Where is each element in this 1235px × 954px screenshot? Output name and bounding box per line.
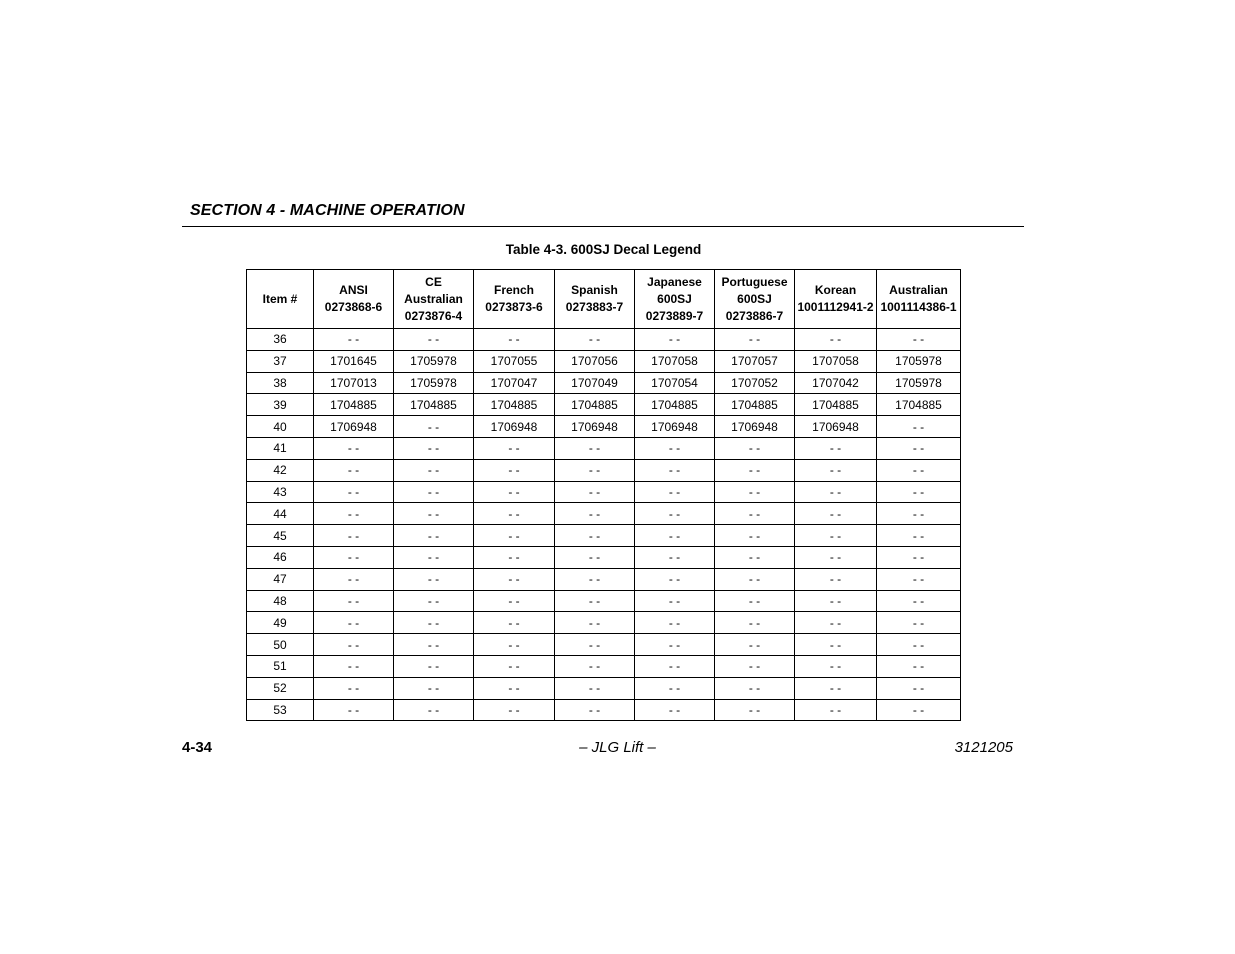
- decal-part-cell: - -: [795, 329, 877, 351]
- item-number-cell: 43: [247, 481, 314, 503]
- table-row: [247, 699, 961, 721]
- decal-part-cell: - -: [555, 503, 635, 525]
- table-row: [247, 677, 961, 699]
- column-header-line: Australian: [889, 283, 948, 297]
- decal-part-cell: 1707042: [795, 372, 877, 394]
- decal-part-cell: - -: [715, 459, 795, 481]
- column-header: [795, 270, 877, 329]
- item-number-cell: 44: [247, 503, 314, 525]
- column-header: [715, 270, 795, 329]
- decal-part-cell: - -: [877, 329, 961, 351]
- column-header: [247, 270, 314, 329]
- decal-part-cell: 1705978: [877, 372, 961, 394]
- item-number-cell: 51: [247, 655, 314, 677]
- decal-part-cell: - -: [314, 655, 394, 677]
- decal-part-cell: - -: [474, 546, 555, 568]
- decal-part-cell: - -: [715, 634, 795, 656]
- decal-part-cell: 1705978: [877, 350, 961, 372]
- table-row: [247, 394, 961, 416]
- decal-part-cell: - -: [474, 481, 555, 503]
- decal-part-cell: - -: [635, 568, 715, 590]
- item-number-cell: 53: [247, 699, 314, 721]
- column-header: [474, 270, 555, 329]
- column-header-line: 0273883-7: [565, 300, 624, 314]
- decal-part-cell: - -: [635, 459, 715, 481]
- item-number-cell: 41: [247, 437, 314, 459]
- table-row: [247, 481, 961, 503]
- decal-part-cell: - -: [795, 568, 877, 590]
- table-row: [247, 329, 961, 351]
- decal-part-cell: - -: [314, 634, 394, 656]
- decal-part-cell: - -: [474, 655, 555, 677]
- column-header: [314, 270, 394, 329]
- decal-part-cell: - -: [394, 503, 474, 525]
- item-number-cell: 52: [247, 677, 314, 699]
- decal-part-cell: - -: [635, 329, 715, 351]
- column-header-line: 0273873-6: [485, 300, 543, 314]
- decal-part-cell: - -: [877, 590, 961, 612]
- decal-part-cell: 1707047: [474, 372, 555, 394]
- decal-part-cell: - -: [635, 503, 715, 525]
- decal-part-cell: - -: [877, 699, 961, 721]
- decal-part-cell: - -: [474, 699, 555, 721]
- decal-part-cell: - -: [635, 634, 715, 656]
- item-number-cell: 47: [247, 568, 314, 590]
- decal-part-cell: - -: [877, 612, 961, 634]
- decal-part-cell: - -: [394, 437, 474, 459]
- decal-part-cell: - -: [795, 459, 877, 481]
- table-row: [247, 655, 961, 677]
- decal-part-cell: - -: [795, 612, 877, 634]
- decal-part-cell: - -: [314, 459, 394, 481]
- decal-part-cell: - -: [715, 503, 795, 525]
- decal-part-cell: 1704885: [394, 394, 474, 416]
- decal-part-cell: - -: [474, 634, 555, 656]
- decal-part-cell: - -: [795, 677, 877, 699]
- decal-part-cell: - -: [555, 525, 635, 547]
- decal-part-cell: - -: [715, 612, 795, 634]
- decal-part-cell: - -: [555, 590, 635, 612]
- decal-part-cell: - -: [795, 437, 877, 459]
- table-row: [247, 459, 961, 481]
- decal-part-cell: - -: [555, 699, 635, 721]
- decal-part-cell: - -: [795, 634, 877, 656]
- item-number-cell: 42: [247, 459, 314, 481]
- decal-part-cell: - -: [877, 525, 961, 547]
- table-row: [247, 568, 961, 590]
- table-row: [247, 612, 961, 634]
- decal-part-cell: - -: [635, 612, 715, 634]
- column-header-line: 600SJ: [737, 291, 772, 306]
- decal-part-cell: 1704885: [555, 394, 635, 416]
- section-title: SECTION 4 - MACHINE OPERATION: [190, 202, 465, 219]
- decal-part-cell: - -: [877, 503, 961, 525]
- decal-part-cell: - -: [394, 546, 474, 568]
- decal-part-cell: - -: [394, 699, 474, 721]
- table-row: [247, 525, 961, 547]
- item-number-cell: 49: [247, 612, 314, 634]
- decal-part-cell: - -: [394, 416, 474, 438]
- decal-part-cell: - -: [555, 612, 635, 634]
- decal-part-cell: 1707055: [474, 350, 555, 372]
- decal-part-cell: - -: [314, 699, 394, 721]
- decal-part-cell: - -: [314, 546, 394, 568]
- decal-part-cell: - -: [314, 503, 394, 525]
- decal-part-cell: - -: [795, 590, 877, 612]
- footer-brand: – JLG Lift –: [579, 739, 656, 756]
- decal-part-cell: - -: [877, 568, 961, 590]
- decal-part-cell: - -: [635, 546, 715, 568]
- decal-part-cell: - -: [314, 525, 394, 547]
- decal-part-cell: - -: [715, 655, 795, 677]
- table-row: [247, 503, 961, 525]
- decal-part-cell: - -: [474, 677, 555, 699]
- decal-part-cell: - -: [314, 590, 394, 612]
- decal-part-cell: - -: [394, 655, 474, 677]
- decal-part-cell: - -: [555, 437, 635, 459]
- decal-part-cell: - -: [314, 437, 394, 459]
- column-header-line: CE: [425, 274, 442, 289]
- column-header-line: 0273889-7: [645, 308, 704, 323]
- decal-part-cell: - -: [715, 590, 795, 612]
- decal-part-cell: - -: [555, 481, 635, 503]
- decal-part-cell: 1704885: [877, 394, 961, 416]
- decal-part-cell: - -: [635, 655, 715, 677]
- decal-part-cell: - -: [635, 525, 715, 547]
- decal-part-cell: 1707013: [314, 372, 394, 394]
- item-number-cell: 36: [247, 329, 314, 351]
- decal-part-cell: - -: [314, 481, 394, 503]
- decal-part-cell: - -: [635, 699, 715, 721]
- decal-part-cell: - -: [555, 459, 635, 481]
- decal-part-cell: 1705978: [394, 350, 474, 372]
- decal-part-cell: - -: [795, 503, 877, 525]
- decal-part-cell: - -: [715, 481, 795, 503]
- table-caption: Table 4-3. 600SJ Decal Legend: [505, 242, 702, 257]
- table-row: [247, 590, 961, 612]
- decal-part-cell: 1706948: [635, 416, 715, 438]
- decal-part-cell: - -: [474, 437, 555, 459]
- column-header-line: Spanish: [571, 283, 618, 297]
- decal-part-cell: - -: [635, 437, 715, 459]
- item-number-cell: 38: [247, 372, 314, 394]
- decal-part-cell: 1706948: [795, 416, 877, 438]
- decal-part-cell: - -: [314, 568, 394, 590]
- table-row: [247, 372, 961, 394]
- decal-part-cell: 1707057: [715, 350, 795, 372]
- document-number: 3121205: [954, 739, 1013, 756]
- table-row: [247, 634, 961, 656]
- decal-part-cell: - -: [555, 634, 635, 656]
- table-row: [247, 437, 961, 459]
- decal-part-cell: - -: [715, 329, 795, 351]
- column-header: [877, 270, 961, 329]
- column-header-line: 1001114386-1: [880, 300, 957, 314]
- decal-part-cell: 1705978: [394, 372, 474, 394]
- item-number-cell: 40: [247, 416, 314, 438]
- decal-part-cell: 1704885: [795, 394, 877, 416]
- decal-part-cell: 1704885: [314, 394, 394, 416]
- decal-part-cell: - -: [314, 329, 394, 351]
- decal-part-cell: - -: [715, 677, 795, 699]
- decal-part-cell: - -: [394, 568, 474, 590]
- column-header: [394, 270, 474, 329]
- column-header: [635, 270, 715, 329]
- decal-part-cell: - -: [474, 329, 555, 351]
- column-header-line: ANSI: [339, 283, 368, 297]
- column-header-line: French: [493, 283, 534, 297]
- decal-part-cell: - -: [555, 329, 635, 351]
- decal-part-cell: - -: [474, 503, 555, 525]
- column-header: [555, 270, 635, 329]
- decal-part-cell: - -: [795, 525, 877, 547]
- decal-part-cell: - -: [795, 655, 877, 677]
- decal-part-cell: - -: [474, 590, 555, 612]
- decal-part-cell: 1704885: [635, 394, 715, 416]
- decal-part-cell: - -: [715, 525, 795, 547]
- decal-part-cell: 1706948: [474, 416, 555, 438]
- decal-part-cell: - -: [715, 437, 795, 459]
- decal-part-cell: 1706948: [715, 416, 795, 438]
- decal-part-cell: - -: [877, 459, 961, 481]
- decal-part-cell: - -: [555, 546, 635, 568]
- decal-part-cell: - -: [474, 568, 555, 590]
- table-body: [247, 329, 961, 721]
- decal-part-cell: - -: [795, 699, 877, 721]
- column-header-line: Korean: [814, 283, 857, 297]
- decal-part-cell: - -: [877, 677, 961, 699]
- column-header-line: 1001112941-2: [797, 300, 874, 314]
- decal-part-cell: 1707058: [795, 350, 877, 372]
- decal-part-cell: - -: [635, 481, 715, 503]
- table-row: [247, 416, 961, 438]
- column-header-line: Japanese: [647, 274, 702, 289]
- decal-part-cell: - -: [394, 329, 474, 351]
- decal-part-cell: 1707058: [635, 350, 715, 372]
- decal-part-cell: - -: [715, 568, 795, 590]
- decal-part-cell: - -: [474, 525, 555, 547]
- decal-part-cell: - -: [877, 546, 961, 568]
- column-header-line: Portuguese: [721, 274, 788, 289]
- decal-part-cell: - -: [394, 525, 474, 547]
- decal-part-cell: 1701645: [314, 350, 394, 372]
- decal-part-cell: - -: [795, 481, 877, 503]
- decal-part-cell: - -: [474, 459, 555, 481]
- column-header-line: Australian: [404, 291, 463, 306]
- decal-part-cell: - -: [394, 634, 474, 656]
- item-number-cell: 48: [247, 590, 314, 612]
- decal-part-cell: - -: [314, 677, 394, 699]
- decal-part-cell: - -: [555, 655, 635, 677]
- decal-part-cell: - -: [715, 699, 795, 721]
- item-number-cell: 37: [247, 350, 314, 372]
- column-header-line: 0273876-4: [404, 308, 463, 323]
- decal-part-cell: - -: [877, 416, 961, 438]
- decal-part-cell: - -: [715, 546, 795, 568]
- item-number-cell: 46: [247, 546, 314, 568]
- table-row: [247, 546, 961, 568]
- decal-part-cell: - -: [877, 634, 961, 656]
- decal-part-cell: - -: [877, 481, 961, 503]
- decal-part-cell: 1706948: [314, 416, 394, 438]
- decal-part-cell: - -: [394, 459, 474, 481]
- column-header-line: 0273886-7: [725, 308, 784, 323]
- decal-part-cell: - -: [635, 590, 715, 612]
- decal-part-cell: - -: [394, 677, 474, 699]
- header-divider: [182, 226, 1024, 227]
- decal-legend-table: [246, 269, 961, 721]
- decal-part-cell: - -: [394, 612, 474, 634]
- decal-part-cell: 1704885: [474, 394, 555, 416]
- table-header-row: [247, 270, 961, 329]
- decal-part-cell: - -: [555, 677, 635, 699]
- column-header-line: 0273868-6: [324, 300, 383, 314]
- decal-part-cell: - -: [394, 481, 474, 503]
- column-header-line: Item #: [262, 291, 298, 306]
- decal-part-cell: 1707056: [555, 350, 635, 372]
- column-header-line: 600SJ: [657, 291, 692, 306]
- item-number-cell: 50: [247, 634, 314, 656]
- item-number-cell: 45: [247, 525, 314, 547]
- table-row: [247, 350, 961, 372]
- decal-part-cell: 1706948: [555, 416, 635, 438]
- decal-part-cell: - -: [314, 612, 394, 634]
- decal-part-cell: 1707049: [555, 372, 635, 394]
- decal-part-cell: 1704885: [715, 394, 795, 416]
- decal-part-cell: - -: [635, 677, 715, 699]
- page-number: 4-34: [182, 739, 213, 756]
- decal-part-cell: - -: [474, 612, 555, 634]
- decal-part-cell: 1707054: [635, 372, 715, 394]
- decal-part-cell: - -: [877, 437, 961, 459]
- decal-part-cell: - -: [877, 655, 961, 677]
- decal-part-cell: 1707052: [715, 372, 795, 394]
- decal-part-cell: - -: [795, 546, 877, 568]
- decal-part-cell: - -: [555, 568, 635, 590]
- decal-part-cell: - -: [394, 590, 474, 612]
- item-number-cell: 39: [247, 394, 314, 416]
